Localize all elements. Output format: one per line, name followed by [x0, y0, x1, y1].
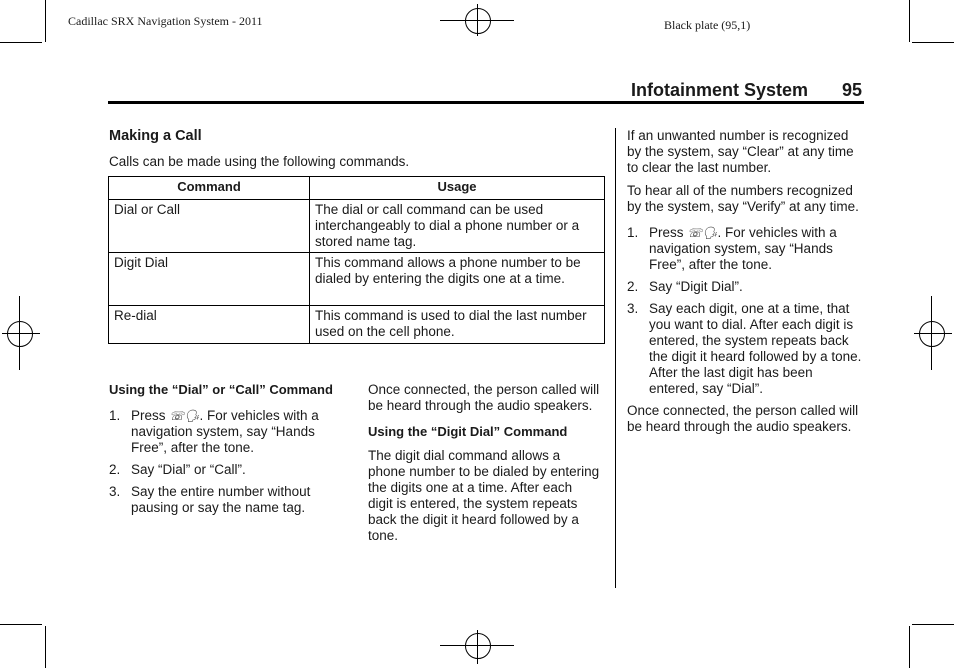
- digit-dial-steps: [627, 225, 863, 397]
- table-cell-usage: This command allows a phone number to be dialed by entering the digits one at a time.: [310, 253, 605, 306]
- table-cell-command: Re-dial: [109, 306, 310, 344]
- connected-text: Once connected, the person called will be heard through the audio speakers.: [368, 382, 600, 413]
- step-text: Say “Digit Dial”.: [649, 279, 743, 294]
- table-header-usage: Usage: [310, 177, 605, 200]
- header-rule: [108, 101, 864, 104]
- crop-mark: [909, 626, 910, 668]
- commands-table: [108, 176, 605, 344]
- crop-mark: [0, 624, 42, 625]
- table-cell-command: Digit Dial: [109, 253, 310, 306]
- step-text: Say “Dial” or “Call”.: [131, 462, 246, 477]
- table-cell-command: Dial or Call: [109, 200, 310, 253]
- table-row: [109, 200, 605, 253]
- step-text: Say the entire number without pausing or say the name tag.: [131, 484, 311, 515]
- intro-text: Calls can be made using the following commands.: [109, 154, 410, 169]
- step-text-pre: Press: [649, 225, 688, 240]
- step-text-pre: Press: [131, 408, 170, 423]
- paragraph-connected: Once connected, the person called will be heard through the audio speakers.: [627, 403, 859, 434]
- step-text-post: . For vehicles with a navigation system, say “Hands Free”, after the tone.: [131, 408, 319, 455]
- crop-mark: [45, 0, 46, 42]
- step-number: 2.: [627, 279, 639, 294]
- step-number: 2.: [109, 462, 121, 477]
- middle-section: [368, 382, 600, 544]
- list-item: [627, 279, 863, 295]
- voice-button-icon: 🗣: [702, 226, 718, 240]
- list-item: [627, 225, 863, 273]
- registration-mark: [919, 321, 945, 347]
- digit-dial-text: The digit dial command allows a phone number to be dialed by entering the digits one at a time. After each digit is entered, the system repeats back the digit it heard followed by a tone.: [368, 448, 600, 543]
- heading-dial-call: Using the “Dial” or “Call” Command: [109, 382, 333, 397]
- table-cell-usage: The dial or call command can be used interchangeably to dial a phone number or a stored name tag.: [310, 200, 605, 253]
- crop-mark: [912, 624, 954, 625]
- list-item: [109, 408, 337, 456]
- table-row: [109, 253, 605, 306]
- step-text-post: . For vehicles with a navigation system, say “Hands Free”, after the tone.: [649, 225, 837, 272]
- print-header-left: Cadillac SRX Navigation System - 2011: [68, 14, 263, 28]
- list-item: [627, 301, 863, 397]
- step-number: 1.: [109, 408, 121, 423]
- crop-mark: [0, 42, 42, 43]
- heading-making-a-call: Making a Call: [109, 128, 202, 144]
- registration-mark: [465, 633, 491, 659]
- heading-digit-dial: Using the “Digit Dial” Command: [368, 424, 568, 439]
- step-text: Say each digit, one at a time, that you want to dial. After each digit is entered, the system repeats back the digit it heard followed by a tone. After the last digit has been entered, say “Dial”.: [649, 301, 862, 396]
- print-header-right: Black plate (95,1): [664, 18, 751, 32]
- dial-call-section: [109, 382, 337, 522]
- table-cell-usage: This command is used to dial the last number used on the cell phone.: [310, 306, 605, 344]
- list-item: [109, 462, 337, 478]
- section-title: Infotainment System: [631, 80, 809, 100]
- registration-mark: [465, 8, 491, 34]
- phone-button-icon: ☏: [687, 226, 703, 240]
- step-number: 3.: [109, 484, 121, 499]
- step-number: 1.: [627, 225, 639, 240]
- column-divider: [615, 128, 616, 588]
- crop-mark: [45, 626, 46, 668]
- right-column: [627, 128, 863, 435]
- crop-mark: [909, 0, 910, 42]
- crop-mark: [912, 42, 954, 43]
- registration-mark: [7, 321, 33, 347]
- dial-call-steps: [109, 408, 337, 516]
- list-item: [109, 484, 337, 516]
- phone-button-icon: ☏: [169, 409, 185, 423]
- paragraph-clear: If an unwanted number is recognized by the system, say “Clear” at any time to clear the last number.: [627, 128, 854, 175]
- table-row: [109, 306, 605, 344]
- voice-button-icon: 🗣: [184, 409, 200, 423]
- table-header-command: Command: [109, 177, 310, 200]
- step-number: 3.: [627, 301, 639, 316]
- paragraph-verify: To hear all of the numbers recognized by the system, say “Verify” at any time.: [627, 183, 859, 214]
- page-number: 95: [842, 80, 863, 100]
